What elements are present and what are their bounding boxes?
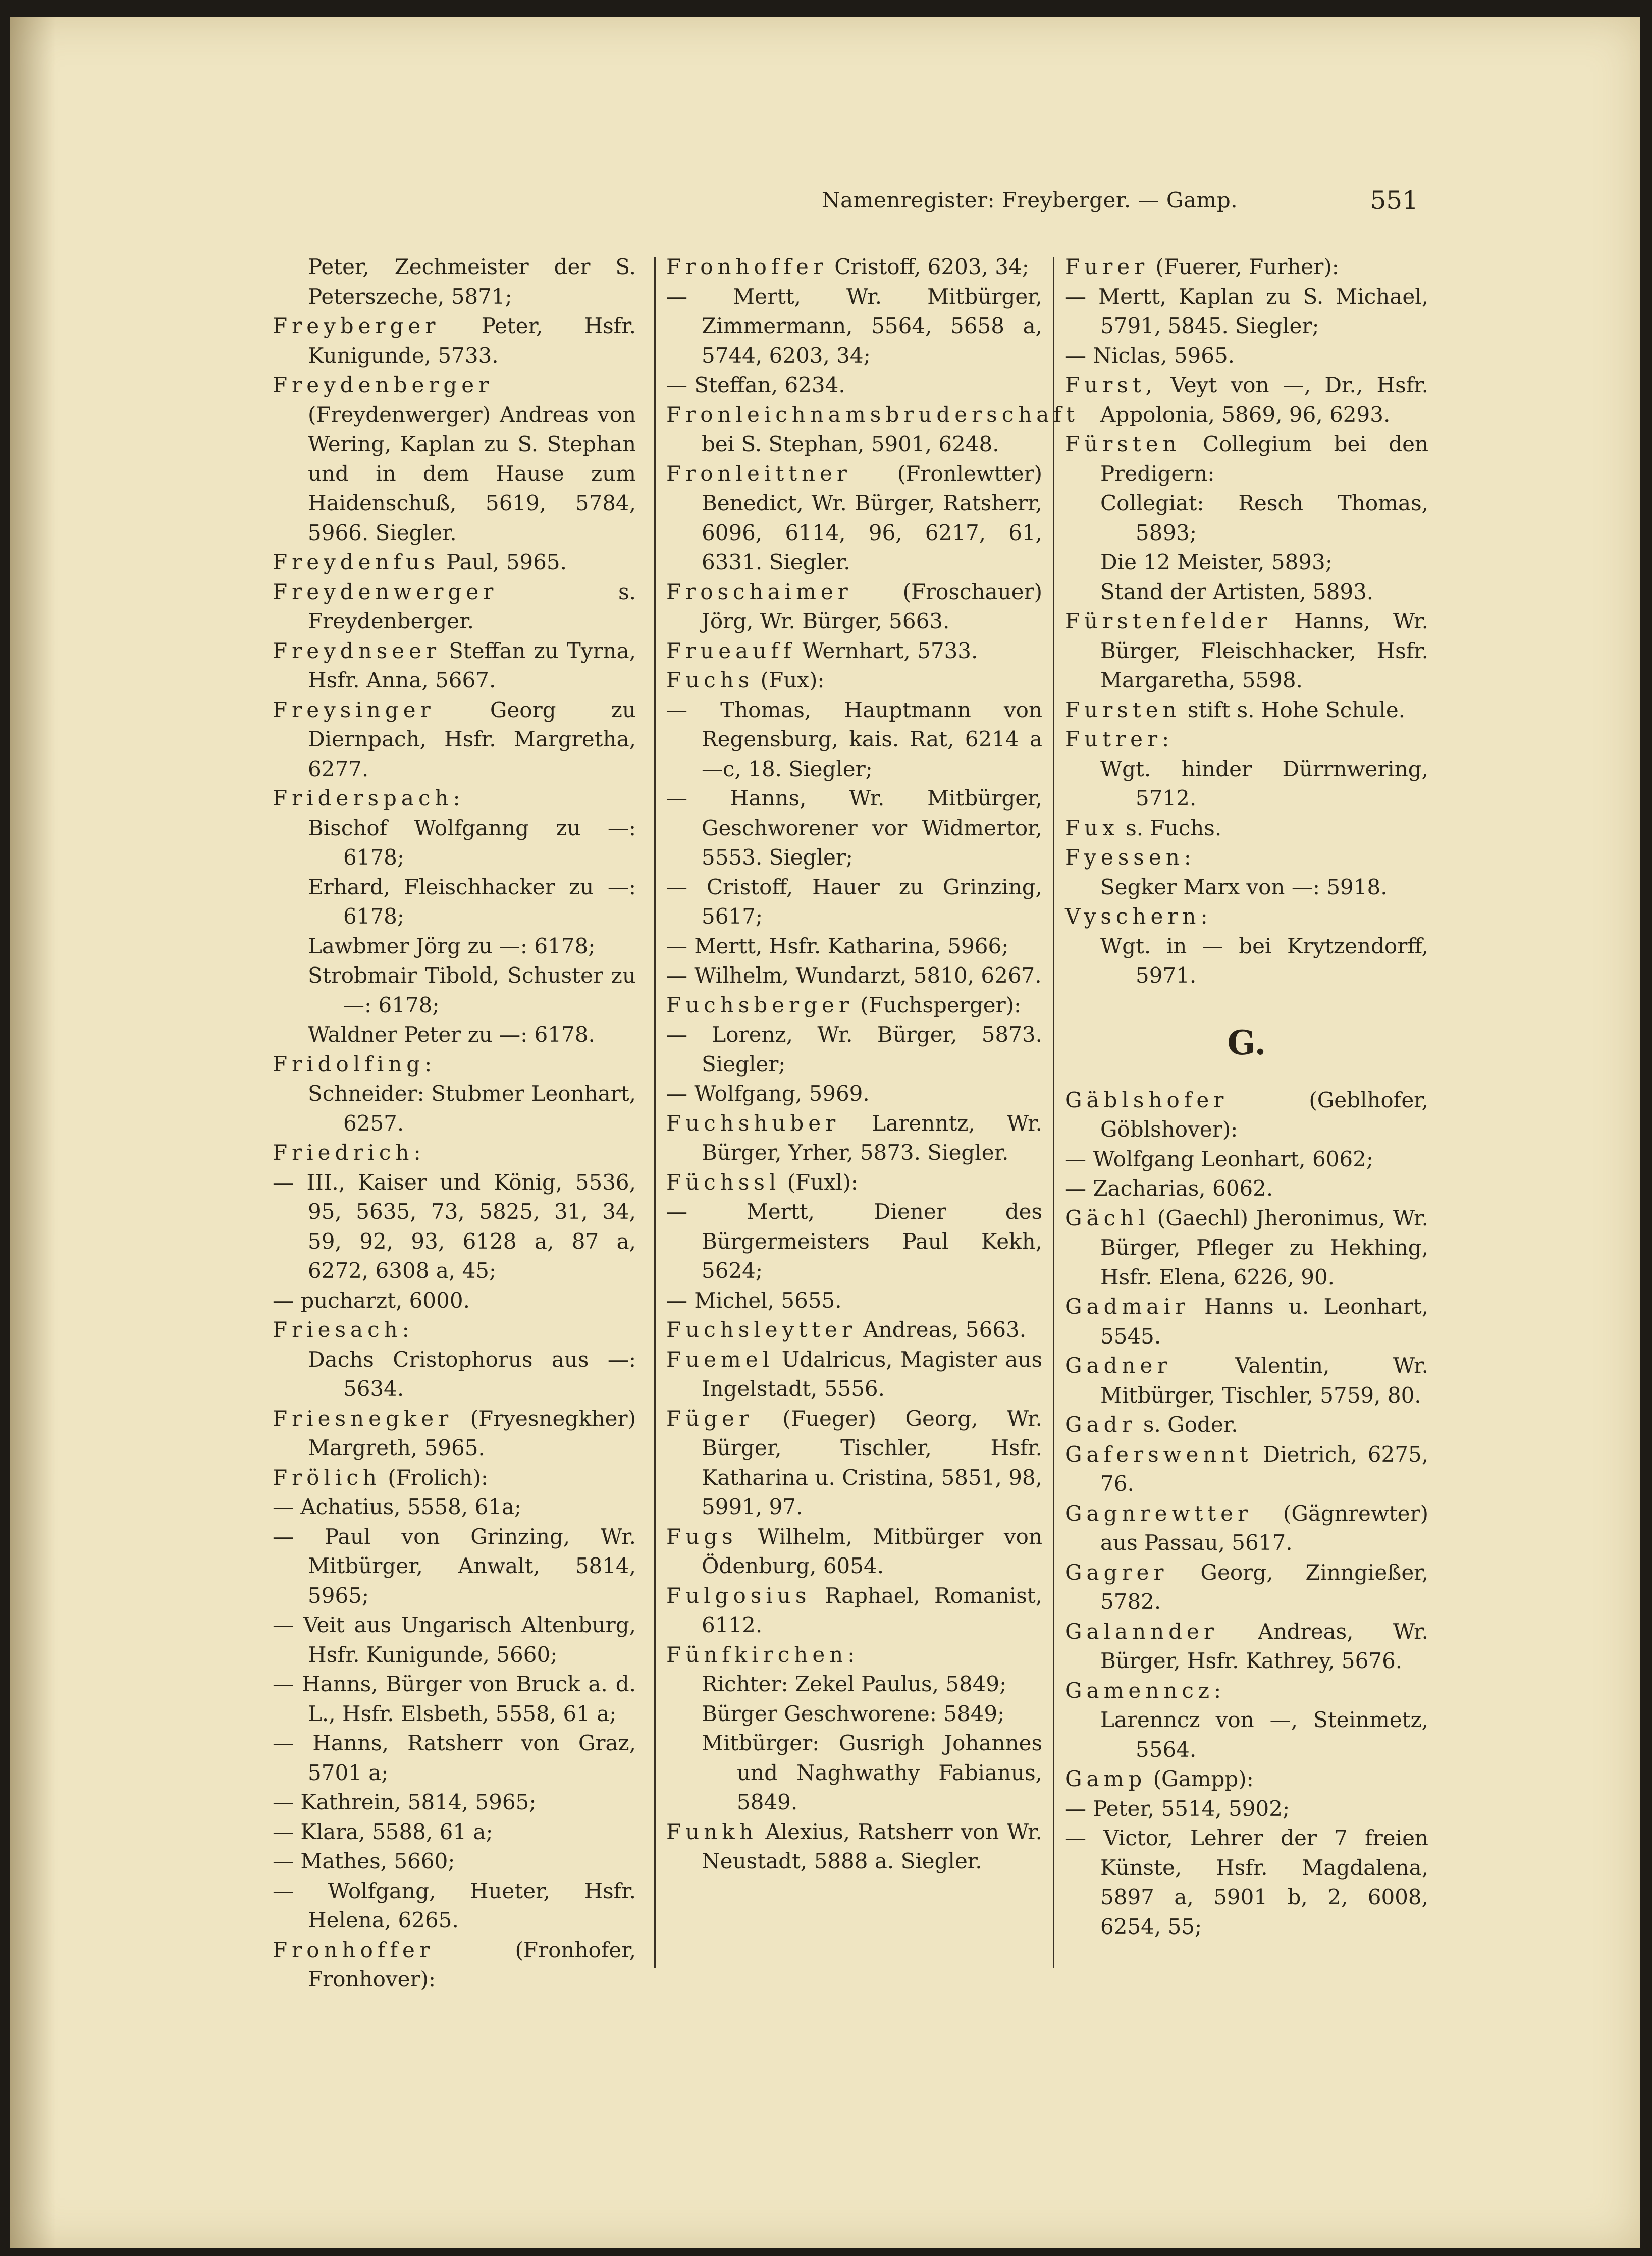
index-subentry: — Kathrein, 5814, 5965; [273,1790,537,1814]
entry-text: Georg, Zinngießer, 5782. [1100,1560,1428,1614]
entry-headword: Friesnegker [273,1406,453,1431]
index-entry [1065,1086,1428,1145]
running-title: Namenregister: Freyberger. — Gamp. [821,188,1238,212]
entry-text: Raphael, Romanist, 6112. [702,1583,1042,1637]
index-subentry: — Michel, 5655. [666,1287,842,1313]
index-subentry: — Mathes, 5660; [273,1849,455,1873]
entry-text: Andreas, 5663. [857,1317,1027,1342]
entry-text: Hanns, Wr. Bürger, Fleischhacker, Hsfr. Margaretha, 5598. [1100,609,1428,692]
index-entry [1065,814,1428,843]
entry-headword: Frueauff [666,638,796,663]
index-entry [1065,1351,1428,1410]
entry-text: (Fuchsperger): [853,992,1022,1017]
entry-headword: Füger [666,1406,754,1431]
entry-headword: Fünfkirchen: [666,1642,860,1667]
index-entry [1065,1410,1428,1440]
index-entry [1065,1204,1428,1293]
page-gutter-shadow [10,17,56,2248]
entry-text: Valentin, Wr. Mitbürger, Tischler, 5759, 80. [1100,1353,1428,1408]
entry-headword: Fux [1065,815,1119,840]
index-subentry: — Wolfgang, Hueter, Hsfr. Helena, 6265. [273,1878,636,1932]
entry-headword: Froschaimer [666,579,852,604]
index-entry [1065,902,1428,932]
index-subentry: — Wolfgang Leonhart, 6062; [1065,1146,1374,1171]
index-subentry: — Cristoff, Hauer zu Grinzing, 5617; [666,874,1042,929]
index-entry [1065,695,1428,725]
entry-headword: Fuemel [666,1347,774,1372]
index-subentry: — Achatius, 5558, 61a; [273,1494,522,1519]
index-subentry: — Zacharias, 6062. [1065,1176,1273,1201]
entry-text: Paul, 5965. [439,550,567,574]
index-subentry: — Lorenz, Wr. Bürger, 5873. Siegler; [666,1022,1042,1077]
entry-headword: Fronhoffer [666,254,828,279]
index-entry [1065,725,1428,755]
entry-headword: Füchssl [666,1169,781,1195]
index-subentry: — Wilhelm, Wundarzt, 5810, 6267. [666,963,1042,988]
index-entry [666,636,1042,666]
entry-text: (Gägnrewter) aus Passau, 5617. [1100,1500,1428,1555]
entry-headword: Gadmair [1065,1294,1190,1319]
index-entry [666,1109,1042,1168]
index-entry [1065,1764,1428,1794]
index-entry [273,1463,636,1493]
index-entry [666,1168,1042,1198]
entry-headword: Gadr [1065,1412,1137,1437]
entry-text: Cristoff, 6203, 34; [827,254,1029,279]
entry-headword: Funkh [666,1819,758,1844]
section-letter-heading: G. [1227,1023,1266,1062]
index-entry [1065,1558,1428,1617]
index-entry [666,1404,1042,1522]
entry-text: (Geblhofer, Göblshover): [1100,1087,1428,1142]
entry-headword: Gadner [1065,1353,1172,1378]
entry-text: (Freydenwerger) Andreas von Wering, Kaplan zu S. Stephan und in dem Hause zum Haidenschuß, 5619, 5784, 5966. Siegler. [308,402,636,545]
index-subentry: Richter: Zekel Paulus, 5849; [702,1672,1007,1696]
index-entry [666,666,1042,695]
index-subentry: — Hanns, Ratsherr von Graz, 5701 a; [273,1731,636,1785]
index-subentry: Mitbürger: Gusrigh Johannes und Naghwathy Fabianus, 5849. [702,1731,1042,1814]
entry-text: (Gampp): [1146,1766,1254,1791]
entry-text: (Froschauer) Jörg, Wr. Bürger, 5663. [702,579,1042,633]
index-entry [273,311,636,370]
entry-headword: Friesach: [273,1317,414,1342]
index-entry [1065,370,1428,429]
index-subentry: Wgt. hinder Dürrnwering, 5712. [1100,756,1428,811]
entry-text: (Fux): [754,668,825,692]
entry-text: s. Freydenberger. [308,579,636,633]
entry-headword: Fürstenfelder [1065,609,1272,633]
index-entry [666,1581,1042,1640]
index-entry-continuation: Peter, Zechmeister der S. Peterszeche, 5871; [308,254,636,309]
index-entry [1065,1292,1428,1351]
index-subentry: — Paul von Grinzing, Wr. Mitbürger, Anwalt, 5814, 5965; [273,1524,636,1608]
entry-text: Georg zu Diernpach, Hsfr. Margretha, 6277. [308,697,636,781]
entry-text: Udalricus, Magister aus Ingelstadt, 5556. [702,1347,1042,1401]
entry-headword: Friderspach: [273,786,465,811]
entry-headword: Freyberger [273,313,440,338]
entry-text: (Fryesnegkher) Margreth, 5965. [308,1406,636,1460]
index-subentry: Strobmair Tibold, Schuster zu —: 6178; [308,963,636,1017]
entry-text: Peter, Hsfr. Kunigunde, 5733. [308,313,636,368]
entry-text: Alexius, Ratsherr von Wr. Neustadt, 5888 a. Siegler. [702,1819,1042,1873]
index-subentry: Wgt. in — bei Krytzendorff, 5971. [1100,933,1428,988]
entry-headword: Fuchsberger [666,992,854,1017]
entry-text: Wilhelm, Mitbürger von Ödenburg, 6054. [702,1524,1042,1578]
entry-headword: Fridolfing: [273,1051,437,1077]
index-entry [273,1404,636,1463]
entry-headword: Furer [1065,254,1149,279]
entry-text: (Fronhofer, Fronhover): [308,1937,636,1992]
index-subentry: Bürger Geschworene: 5849; [702,1701,1005,1726]
entry-headword: Frölich [273,1465,381,1490]
index-subentry: — Hanns, Bürger von Bruck a. d. L., Hsfr. Elsbeth, 5558, 61 a; [273,1672,636,1726]
index-subentry: — Wolfgang, 5969. [666,1081,870,1106]
index-entry [666,1640,1042,1670]
entry-headword: Freysinger [273,697,435,722]
entry-headword: Fuchs [666,668,754,692]
index-subentry: Stand der Artisten, 5893. [1100,579,1374,604]
index-entry [1065,1499,1428,1558]
index-subentry: — Steffan, 6234. [666,372,845,397]
index-subentry: — pucharzt, 6000. [273,1287,470,1313]
entry-text: Collegium bei den Predigern: [1100,432,1428,486]
index-subentry: — Mertt, Kaplan zu S. Michael, 5791, 5845. Siegler; [1065,284,1428,338]
entry-headword: Fuchsleytter [666,1317,857,1342]
index-entry [273,1936,636,1995]
index-subentry: — Niclas, 5965. [1065,343,1235,368]
index-column-2 [666,252,1079,1876]
entry-headword: Fronhoffer [273,1937,434,1962]
entry-headword: Fyessen: [1065,845,1196,870]
entry-headword: Fronleittner [666,461,852,486]
entry-headword: Freydnseer [273,638,441,663]
index-entry [273,695,636,784]
index-subentry: Dachs Cristophorus aus —: 5634. [308,1347,636,1401]
entry-text: Larenntz, Wr. Bürger, Yrher, 5873. Siegler. [702,1110,1042,1165]
index-subentry: Segker Marx von —: 5918. [1100,874,1388,899]
entry-headword: Fürsten [1065,432,1181,456]
entry-text: s. Goder. [1136,1412,1238,1437]
index-entry [666,1315,1042,1345]
entry-text: (Fuerer, Furher): [1149,254,1339,279]
entry-headword: Fulgosius [666,1583,811,1608]
entry-headword: Fronleichnamsbruderschaft [666,402,1079,427]
index-entry [1065,1676,1428,1706]
entry-headword: Freydenberger [273,372,494,397]
entry-text: Wernhart, 5733. [795,638,978,663]
page-number: 551 [1370,186,1418,215]
index-subentry: — Klara, 5588, 61 a; [273,1819,493,1844]
index-subentry: Erhard, Fleischhacker zu —: 6178; [308,874,636,929]
entry-headword: Gagnrewtter [1065,1500,1253,1526]
index-subentry: — Hanns, Wr. Mitbürger, Geschworener vor Widmertor, 5553. Siegler; [666,786,1042,870]
entry-text: (Gaechl) Jheronimus, Wr. Bürger, Pfleger zu Hekhing, Hsfr. Elena, 6226, 90. [1100,1205,1428,1290]
index-entry [666,459,1042,577]
index-subentry: — Mertt, Wr. Mitbürger, Zimmermann, 5564, 5658 a, 5744, 6203, 34; [666,284,1042,368]
index-entry [1065,1440,1428,1499]
entry-text: s. Fuchs. [1118,815,1222,840]
entry-headword: Friedrich: [273,1140,425,1165]
entry-text: bei S. Stephan, 5901, 6248. [702,432,999,456]
entry-headword: Freydenfus [273,550,440,574]
entry-headword: Freydenwerger [273,579,498,604]
index-entry [1065,843,1428,873]
index-entry [1065,429,1428,489]
index-entry [273,1138,636,1168]
index-subentry: Schneider: Stubmer Leonhart, 6257. [308,1081,636,1136]
column-divider-2 [1053,257,1054,1968]
index-subentry: Larenncz von —, Steinmetz, 5564. [1100,1707,1428,1762]
entry-headword: Gagrer [1065,1560,1168,1585]
index-subentry: Waldner Peter zu —: 6178. [308,1022,595,1047]
column-divider-1 [654,257,656,1968]
index-subentry: Lawbmer Jörg zu —: 6178; [308,933,596,958]
index-entry [273,548,636,577]
entry-text: stift s. Hohe Schule. [1181,697,1406,722]
entry-headword: Gäblshofer [1065,1087,1229,1112]
index-subentry: Collegiat: Resch Thomas, 5893; [1100,491,1428,545]
index-column-3 [1065,252,1428,1942]
entry-text: Dietrich, 6275, 76. [1100,1441,1428,1496]
index-subentry: — Victor, Lehrer der 7 freien Künste, Hsfr. Magdalena, 5897 a, 5901 b, 2, 6008, 6254, 55; [1065,1825,1428,1939]
index-entry [1065,252,1428,282]
index-entry [666,252,1042,282]
entry-text: Andreas, Wr. Bürger, Hsfr. Kathrey, 5676. [1100,1619,1428,1673]
index-entry [273,1050,636,1080]
index-entry [666,991,1042,1020]
entry-headword: Fugs [666,1524,737,1549]
index-entry [666,1817,1042,1876]
entry-headword: Gamp [1065,1766,1147,1791]
index-entry [666,577,1042,636]
index-subentry: — III., Kaiser und König, 5536, 95, 5635, 73, 5825, 31, 34, 59, 92, 93, 6128 a, 87 a, 6272, 6308 a, 45; [273,1169,636,1283]
entry-text: (Fueger) Georg, Wr. Bürger, Tischler, Hsfr. Katharina u. Cristina, 5851, 98, 5991, 97. [702,1406,1042,1519]
index-subentry: Bischof Wolfganng zu —: 6178; [308,815,636,870]
index-entry [1065,607,1428,695]
entry-headword: Gaferswennt [1065,1441,1253,1467]
entry-headword: Fuchshuber [666,1110,840,1136]
entry-text: (Frolich): [381,1465,489,1490]
index-subentry: Die 12 Meister, 5893; [1100,550,1333,574]
entry-headword: Futrer: [1065,727,1174,751]
index-entry [666,1522,1042,1581]
entry-text: Veyt von —, Dr., Hsfr. Appolonia, 5869, 96, 6293. [1100,372,1428,427]
index-entry [273,370,636,548]
index-subentry: — Veit aus Ungarisch Altenburg, Hsfr. Kunigunde, 5660; [273,1613,636,1667]
index-entry [666,400,1079,459]
index-subentry: — Peter, 5514, 5902; [1065,1796,1290,1821]
index-entry [273,784,636,814]
entry-headword: Vyschern: [1065,904,1212,929]
index-column-1 [273,252,636,1995]
entry-headword: Fursten [1065,697,1181,722]
index-entry [273,577,636,636]
entry-text: (Fronlewtter) Benedict, Wr. Bürger, Ratsherr, 6096, 6114, 96, 6217, 61, 6331. Siegler. [702,461,1042,574]
entry-headword: Gamenncz: [1065,1678,1226,1703]
entry-text: (Fuxl): [780,1169,858,1195]
index-subentry: — Mertt, Diener des Bürgermeisters Paul Kekh, 5624; [666,1199,1042,1283]
index-subentry: — Mertt, Hsfr. Katharina, 5966; [666,933,1009,958]
entry-headword: Furst, [1065,372,1157,397]
index-subentry: — Thomas, Hauptmann von Regensburg, kais. Rat, 6214 a—c, 18. Siegler; [666,697,1042,781]
entry-text: Hanns u. Leonhart, 5545. [1100,1294,1428,1349]
index-entry [1065,1617,1428,1676]
index-entry [273,636,636,695]
index-entry [273,1315,636,1345]
entry-headword: Galannder [1065,1619,1218,1644]
entry-headword: Gächl [1065,1205,1150,1230]
index-entry [666,1345,1042,1404]
entry-text: Steffan zu Tyrna, Hsfr. Anna, 5667. [308,638,636,692]
